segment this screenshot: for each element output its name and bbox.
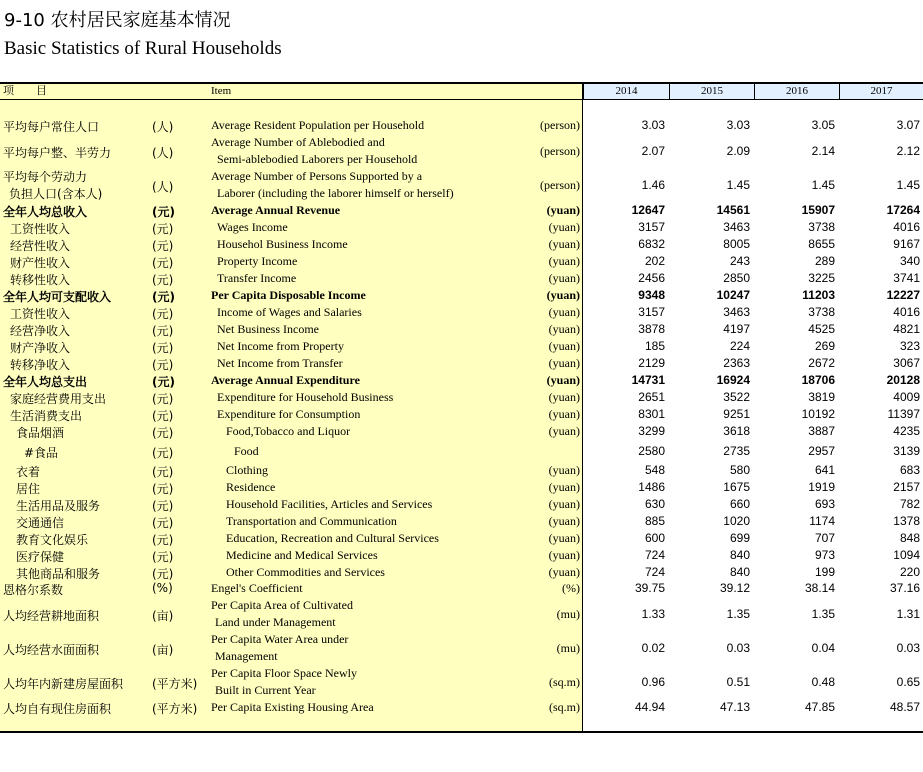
row-value: 2.14	[811, 143, 835, 158]
row-value: 47.85	[804, 700, 835, 714]
row-unit-chinese: (元)	[152, 341, 174, 355]
row-value: 8655	[808, 237, 835, 251]
row-unit-chinese: (元)	[152, 375, 175, 389]
table-row	[0, 462, 923, 479]
table-title-chinese: 9-10 农村居民家庭基本情况	[4, 10, 231, 31]
row-value: 202	[644, 254, 665, 268]
row-value: 4525	[808, 322, 835, 336]
row-unit-chinese: (元)	[152, 358, 174, 372]
table-row	[0, 202, 923, 219]
row-label-chinese: 负担人口(含本人)	[9, 187, 103, 201]
row-value: 660	[729, 497, 750, 511]
row-value: 2850	[723, 271, 750, 285]
table-row	[0, 355, 923, 372]
row-value: 3299	[638, 424, 665, 438]
row-label-chinese: 平均每户常住人口	[3, 120, 100, 134]
row-unit-chinese: (元)	[152, 465, 174, 479]
row-value: 12227	[886, 288, 920, 302]
row-value: 1.31	[896, 606, 920, 621]
row-unit-chinese: (元)	[152, 273, 174, 287]
table-bottom-rule	[0, 731, 923, 733]
row-label-english: Food	[234, 443, 259, 458]
row-label-chinese: 转移净收入	[10, 358, 71, 372]
row-unit-english: (mu)	[556, 640, 580, 655]
row-value: 16924	[716, 373, 750, 387]
table-row	[0, 496, 923, 513]
row-label-english: Built in Current Year	[215, 683, 316, 697]
row-value: 3.03	[641, 118, 665, 132]
row-value: 289	[814, 254, 835, 268]
row-unit-chinese: (元)	[152, 239, 174, 253]
row-value: 39.75	[634, 581, 665, 595]
row-value: 2.07	[641, 143, 665, 158]
row-value: 2456	[638, 271, 665, 285]
row-value: 782	[899, 497, 920, 511]
row-label-english: Average Number of Ablebodied and	[211, 135, 385, 149]
row-label-chinese: 居住	[16, 482, 41, 496]
row-label-english: Management	[215, 649, 278, 663]
row-label-chinese: 医疗保健	[16, 550, 65, 564]
row-unit-english: (%)	[562, 581, 580, 595]
row-label-english: Expenditure for Household Business	[217, 390, 394, 404]
row-value: 973	[814, 548, 835, 562]
row-value: 9251	[723, 407, 750, 421]
header-year: 2015	[669, 84, 754, 99]
row-label-english: Per Capita Water Area under	[211, 632, 349, 646]
row-unit-english: (person)	[540, 118, 580, 132]
row-value: 199	[814, 565, 835, 579]
table-row	[0, 440, 923, 462]
row-value: 4197	[723, 322, 750, 336]
row-value: 2651	[638, 390, 665, 404]
row-value: 38.14	[804, 581, 835, 595]
row-value: 580	[729, 463, 750, 477]
row-value: 0.48	[811, 674, 835, 689]
row-unit-chinese: (元)	[152, 324, 174, 338]
row-label-chinese: 人均经营耕地面积	[3, 608, 100, 623]
row-value: 0.03	[726, 640, 750, 655]
row-value: 39.12	[719, 581, 750, 595]
row-value: 15907	[801, 203, 835, 217]
header-year: 2016	[754, 84, 839, 99]
table-row	[0, 665, 923, 699]
row-label-english: Per Capita Area of Cultivated	[211, 598, 353, 612]
row-value: 20128	[886, 373, 920, 387]
table-row	[0, 168, 923, 202]
row-value: 220	[899, 565, 920, 579]
row-value: 4016	[893, 220, 920, 234]
table-row	[0, 304, 923, 321]
row-unit-english: (yuan)	[548, 220, 580, 234]
header-item-english: Item	[211, 85, 232, 97]
table-row	[0, 699, 923, 716]
row-unit-english: (yuan)	[548, 531, 580, 545]
table-row	[0, 116, 923, 135]
row-unit-english: (yuan)	[546, 203, 580, 217]
row-value: 224	[729, 339, 750, 353]
table-row	[0, 372, 923, 389]
row-label-english: Per Capita Existing Housing Area	[211, 700, 374, 714]
row-label-english: Net Business Income	[217, 322, 319, 336]
row-value: 630	[644, 497, 665, 511]
row-value: 2580	[638, 443, 665, 458]
row-value: 17264	[886, 203, 920, 217]
row-label-english: Average Number of Persons Supported by a	[211, 169, 423, 183]
row-label-english: Per Capita Disposable Income	[211, 288, 366, 302]
row-label-chinese: 全年人均可支配收入	[3, 290, 112, 304]
row-unit-chinese: (亩)	[152, 642, 174, 657]
row-value: 1.33	[641, 606, 665, 621]
row-label-english: Clothing	[226, 463, 269, 477]
row-label-chinese: 工资性收入	[10, 307, 71, 321]
row-value: 1020	[723, 514, 750, 528]
row-value: 1486	[638, 480, 665, 494]
row-unit-english: (yuan)	[548, 254, 580, 268]
row-label-chinese: 人均年内新建房屋面积	[3, 676, 124, 691]
table-row	[0, 287, 923, 304]
row-unit-chinese: (元)	[152, 533, 174, 547]
table-row	[0, 547, 923, 564]
row-value: 3157	[638, 305, 665, 319]
row-value: 1094	[893, 548, 920, 562]
row-label-english: Land under Management	[215, 615, 336, 629]
row-value: 600	[644, 531, 665, 545]
row-unit-english: (person)	[540, 177, 580, 192]
row-value: 14561	[716, 203, 750, 217]
row-unit-chinese: (%)	[152, 581, 173, 595]
row-label-chinese: 家庭经营费用支出	[10, 392, 107, 406]
row-unit-english: (yuan)	[548, 548, 580, 562]
row-unit-english: (sq.m)	[549, 700, 580, 714]
row-unit-chinese: (人)	[152, 179, 174, 194]
header-year: 2014	[583, 84, 669, 99]
row-unit-chinese: (人)	[152, 145, 174, 160]
row-value: 1174	[809, 514, 835, 528]
row-unit-chinese: (元)	[152, 409, 174, 423]
row-label-english: Average Annual Revenue	[211, 203, 341, 217]
row-unit-english: (yuan)	[548, 322, 580, 336]
row-unit-chinese: (亩)	[152, 608, 174, 623]
row-value: 3.03	[726, 118, 750, 132]
row-value: 44.94	[634, 700, 665, 714]
row-value: 4821	[893, 322, 920, 336]
row-value: 885	[644, 514, 665, 528]
table-row	[0, 597, 923, 631]
row-label-chinese: 其他商品和服务	[16, 567, 101, 581]
row-value: 3067	[893, 356, 920, 370]
row-value: 37.16	[889, 581, 920, 595]
row-unit-english: (yuan)	[548, 514, 580, 528]
table-row	[0, 530, 923, 547]
row-value: 2.12	[896, 143, 920, 158]
row-unit-english: (yuan)	[548, 339, 580, 353]
table-row	[0, 219, 923, 236]
row-unit-english: (yuan)	[546, 373, 580, 387]
row-value: 2.09	[726, 143, 750, 158]
table-row	[0, 513, 923, 530]
table-row	[0, 253, 923, 270]
row-unit-english: (yuan)	[548, 480, 580, 494]
row-value: 4009	[893, 390, 920, 404]
row-label-chinese: 交通通信	[16, 516, 65, 530]
row-value: 11203	[802, 288, 835, 302]
row-value: 1.45	[896, 177, 920, 192]
table-row	[0, 236, 923, 253]
row-value: 48.57	[889, 700, 920, 714]
row-label-chinese: 全年人均总支出	[3, 375, 88, 389]
row-unit-english: (yuan)	[548, 237, 580, 251]
row-label-english: Average Resident Population per Household	[211, 118, 425, 132]
row-value: 8301	[638, 407, 665, 421]
row-value: 848	[899, 531, 920, 545]
row-value: 47.13	[719, 700, 750, 714]
table-row	[0, 479, 923, 496]
table-row	[0, 564, 923, 581]
row-label-english: Average Annual Expenditure	[211, 373, 360, 387]
row-label-english: Househol Business Income	[217, 237, 348, 251]
row-value: 2157	[893, 480, 920, 494]
row-value: 1378	[893, 514, 920, 528]
row-unit-english: (yuan)	[548, 356, 580, 370]
table-title-english: Basic Statistics of Rural Households	[4, 38, 282, 59]
row-value: 2957	[808, 443, 835, 458]
row-value: 3887	[808, 424, 835, 438]
row-label-chinese: 经营净收入	[10, 324, 71, 338]
row-value: 11397	[887, 407, 920, 421]
row-value: 840	[729, 548, 750, 562]
row-label-english: Wages Income	[217, 220, 288, 234]
table-row	[0, 406, 923, 423]
row-value: 3522	[723, 390, 750, 404]
row-value: 1.35	[811, 606, 835, 621]
row-value: 3.05	[811, 118, 835, 132]
row-unit-chinese: (元)	[152, 256, 174, 270]
row-value: 707	[814, 531, 835, 545]
row-unit-chinese: (元)	[152, 516, 174, 530]
row-label-english: Food,Tobacco and Liquor	[226, 424, 351, 438]
row-value: 3738	[808, 305, 835, 319]
row-unit-chinese: (元)	[152, 445, 174, 460]
row-value: 548	[644, 463, 665, 477]
row-label-english: Income of Wages and Salaries	[217, 305, 362, 319]
row-unit-english: (sq.m)	[549, 674, 580, 689]
row-label-english: Other Commodities and Services	[226, 565, 385, 579]
row-unit-chinese: (元)	[152, 392, 174, 406]
row-label-chinese: 教育文化娱乐	[16, 533, 89, 547]
row-value: 0.04	[811, 640, 835, 655]
row-unit-english: (yuan)	[548, 305, 580, 319]
row-value: 3225	[808, 271, 835, 285]
row-value: 724	[644, 565, 665, 579]
row-label-chinese: 财产净收入	[10, 341, 71, 355]
table-row	[0, 338, 923, 355]
row-value: 14731	[631, 373, 665, 387]
row-value: 4235	[893, 424, 920, 438]
table-row	[0, 270, 923, 287]
row-value: 3463	[723, 220, 750, 234]
header-item-chinese: 项 目	[3, 84, 47, 97]
row-label-english: Net Income from Transfer	[217, 356, 343, 370]
row-unit-chinese: (元)	[152, 222, 174, 236]
row-value: 243	[729, 254, 750, 268]
row-value: 641	[814, 463, 835, 477]
row-unit-english: (yuan)	[548, 271, 580, 285]
row-label-chinese: 食品烟酒	[16, 426, 65, 440]
row-value: 4016	[893, 305, 920, 319]
row-label-english: Residence	[226, 480, 276, 494]
row-value: 0.96	[641, 674, 665, 689]
row-value: 683	[899, 463, 920, 477]
row-unit-english: (yuan)	[548, 463, 580, 477]
row-label-english: Education, Recreation and Cultural Services	[226, 531, 439, 545]
row-value: 0.03	[896, 640, 920, 655]
row-label-chinese: 平均每户整、半劳力	[3, 145, 112, 160]
row-label-chinese: 生活用品及服务	[16, 499, 101, 513]
row-value: 0.51	[726, 674, 750, 689]
row-value: 693	[814, 497, 835, 511]
row-label-chinese: 全年人均总收入	[3, 205, 88, 219]
row-unit-english: (yuan)	[548, 497, 580, 511]
row-label-english: Laborer (including the laborer himself or herself)	[217, 186, 454, 200]
row-value: 3618	[723, 424, 750, 438]
row-value: 3139	[893, 443, 920, 458]
row-label-english: Net Income from Property	[217, 339, 344, 353]
row-value: 340	[899, 254, 920, 268]
row-value: 6832	[638, 237, 665, 251]
row-label-english: Transportation and Communication	[226, 514, 397, 528]
row-label-chinese: 人均经营水面面积	[3, 642, 100, 657]
row-unit-chinese: (元)	[152, 307, 174, 321]
row-value: 3741	[893, 271, 920, 285]
row-value: 3878	[638, 322, 665, 336]
row-label-chinese: 衣着	[16, 465, 41, 479]
row-label-chinese: 财产性收入	[10, 256, 71, 270]
row-unit-chinese: (元)	[152, 567, 174, 581]
row-unit-chinese: (平方米)	[152, 702, 198, 716]
row-value: 724	[644, 548, 665, 562]
row-value: 9167	[893, 237, 920, 251]
row-label-english: Expenditure for Consumption	[217, 407, 361, 421]
row-value: 8005	[723, 237, 750, 251]
row-value: 3463	[723, 305, 750, 319]
row-value: 12647	[631, 203, 665, 217]
table-row	[0, 321, 923, 338]
row-label-english: Household Facilities, Articles and Services	[226, 497, 433, 511]
row-value: 1675	[723, 480, 750, 494]
row-value: 3.07	[896, 118, 920, 132]
row-value: 3819	[808, 390, 835, 404]
row-label-english: Property Income	[217, 254, 298, 268]
row-value: 2672	[808, 356, 835, 370]
row-value: 2363	[723, 356, 750, 370]
row-unit-chinese: (元)	[152, 205, 175, 219]
row-unit-chinese: (人)	[152, 120, 174, 134]
row-value: 2129	[638, 356, 665, 370]
row-unit-english: (yuan)	[548, 390, 580, 404]
row-value: 323	[899, 339, 920, 353]
table-row	[0, 580, 923, 597]
row-label-chinese: 恩格尔系数	[3, 583, 64, 597]
row-label-chinese: 工资性收入	[10, 222, 71, 236]
row-value: 0.02	[641, 640, 665, 655]
row-label-chinese: 平均每个劳动力	[3, 170, 88, 184]
row-value: 9348	[638, 288, 665, 302]
row-value: 1.46	[641, 177, 665, 192]
row-unit-chinese: (平方米)	[152, 676, 198, 691]
row-unit-english: (yuan)	[548, 424, 580, 438]
row-value: 269	[814, 339, 835, 353]
row-value: 3157	[638, 220, 665, 234]
row-unit-english: (yuan)	[548, 407, 580, 421]
row-value: 185	[644, 339, 665, 353]
row-label-chinese: 经营性收入	[10, 239, 71, 253]
row-value: 1919	[808, 480, 835, 494]
row-label-chinese: 生活消费支出	[10, 409, 83, 423]
row-unit-chinese: (元)	[152, 550, 174, 564]
row-unit-chinese: (元)	[152, 499, 174, 513]
row-label-english: Engel's Coefficient	[211, 581, 303, 595]
row-unit-english: (mu)	[556, 606, 580, 621]
table-row	[0, 423, 923, 440]
row-value: 0.65	[896, 674, 920, 689]
row-label-english: Transfer Income	[217, 271, 297, 285]
row-value: 1.35	[726, 606, 750, 621]
table-row	[0, 631, 923, 665]
table-row	[0, 389, 923, 406]
row-label-english: Per Capita Floor Space Newly	[211, 666, 357, 680]
row-label-english: Medicine and Medical Services	[226, 548, 378, 562]
row-value: 1.45	[726, 177, 750, 192]
row-unit-chinese: (元)	[152, 290, 175, 304]
row-label-chinese: 转移性收入	[10, 273, 71, 287]
header-bottom-rule	[0, 99, 923, 100]
row-value: 3738	[808, 220, 835, 234]
row-unit-english: (person)	[540, 143, 580, 158]
row-value: 18706	[801, 373, 835, 387]
row-value: 840	[729, 565, 750, 579]
row-value: 1.45	[811, 177, 835, 192]
row-value: 699	[729, 531, 750, 545]
row-unit-chinese: (元)	[152, 426, 174, 440]
row-label-chinese: #食品	[24, 445, 59, 460]
row-unit-english: (yuan)	[548, 565, 580, 579]
row-label-english: Semi-ablebodied Laborers per Household	[217, 152, 418, 166]
row-value: 10192	[801, 407, 835, 421]
header-year: 2017	[839, 84, 923, 99]
row-unit-english: (yuan)	[546, 288, 580, 302]
row-label-chinese: 人均自有现住房面积	[3, 702, 112, 716]
table-row	[0, 134, 923, 168]
row-value: 2735	[723, 443, 750, 458]
row-value: 10247	[716, 288, 750, 302]
row-unit-chinese: (元)	[152, 482, 174, 496]
